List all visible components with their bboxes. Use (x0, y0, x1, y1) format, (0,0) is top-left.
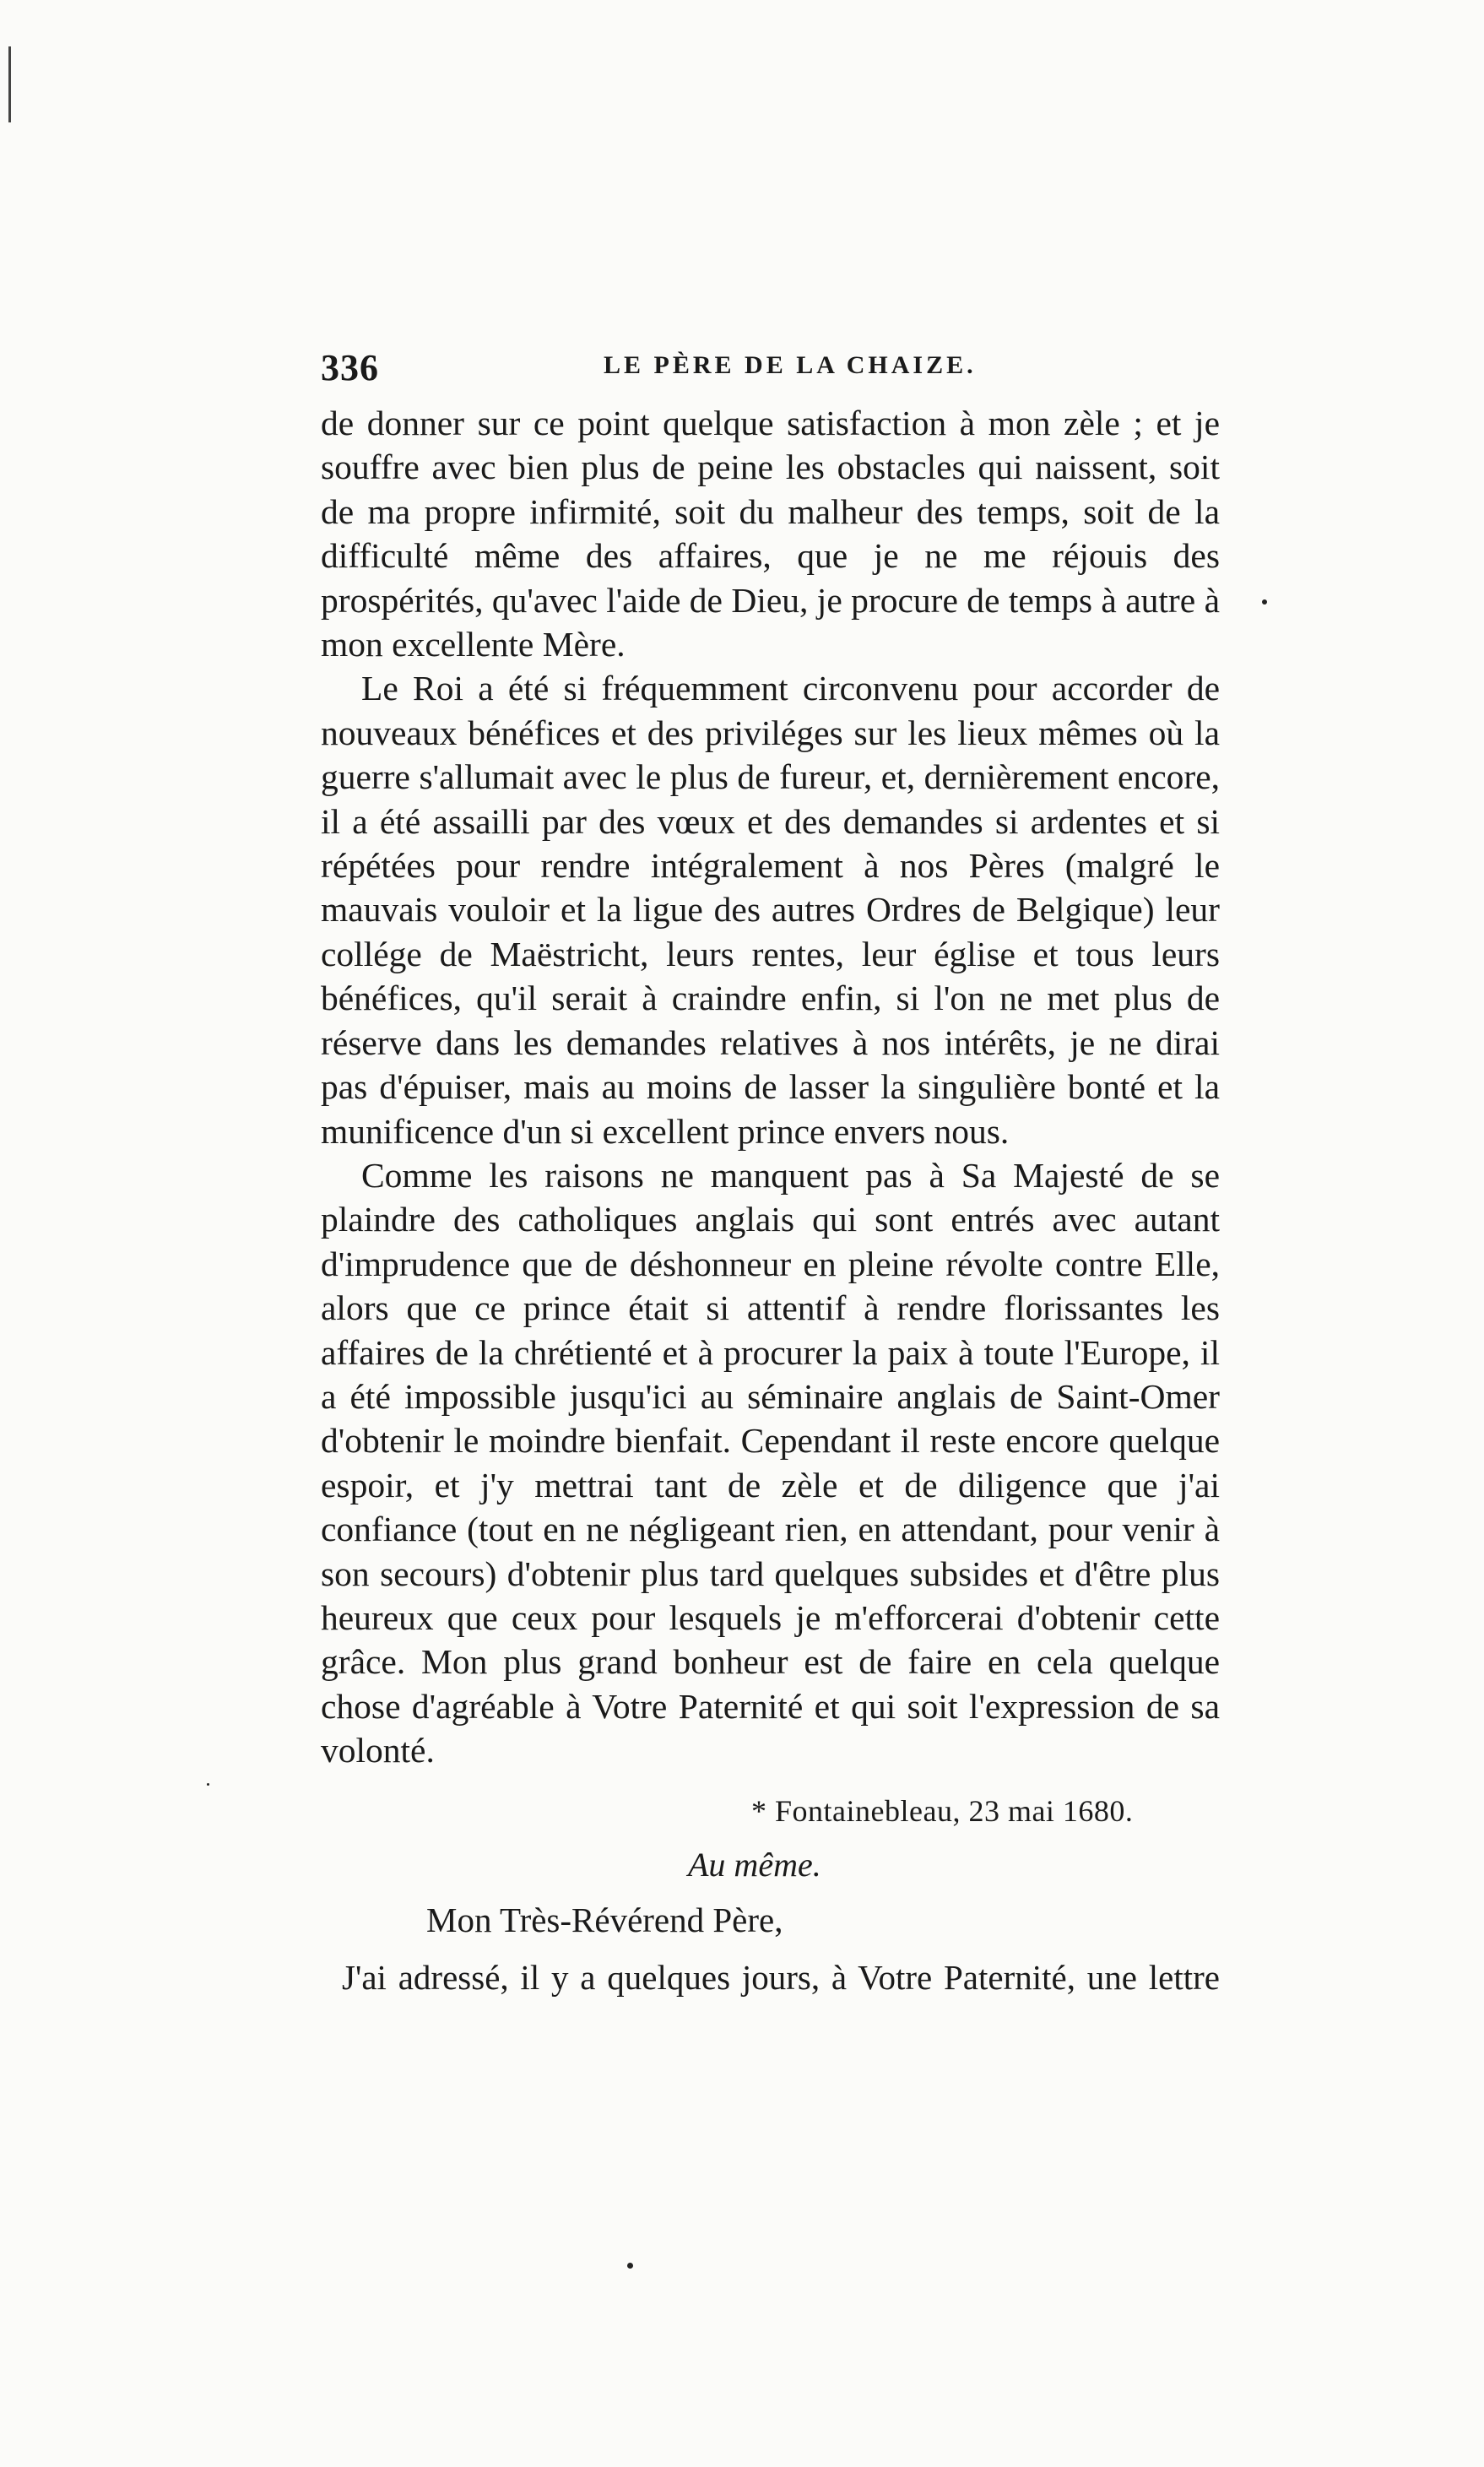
running-head: LE PÈRE DE LA CHAIZE. (604, 351, 977, 379)
scan-edge-mark (8, 46, 11, 122)
page-number: 336 (321, 347, 379, 388)
page-header (321, 346, 1220, 400)
letter-first-line: J'ai adressé, il y a quelques jours, à Votre Paternité, une lettre (342, 1958, 1220, 1997)
ink-speck (1262, 599, 1267, 605)
paragraph: Le Roi a été si fréquemment circonvenu pour accorder de nouveaux bénéfices et des priviléges sur les lieux mêmes où la guerre s'allumait avec le plus de fureur, et, dernièrement encore, il a été assailli par des vœux et des demandes si ardentes et si répétées pour rendre intégralement à nos Pères (malgré le mauvais vouloir et la ligue des autres Ordres de Belgique) leur collége de Maëstricht, leurs rentes, leur église et tous leurs bénéfices, qu'il serait à craindre enfin, si l'on ne met plus de réserve dans les demandes relatives à nos intérêts, je ne dirai pas d'épuiser, mais au moins de lasser la singulière bonté et la munificence d'un si excellent prince envers nous. (321, 669, 1220, 1151)
ink-speck (627, 2263, 633, 2269)
dateline: * Fontainebleau, 23 mai 1680. (751, 1794, 1134, 1828)
paragraph-continued: de donner sur ce point quelque satisfaction à mon zèle ; et je souffre avec bien plus de peine les obstacles qui naissent, soit de ma propre infirmité, soit du malheur des temps, soit de la difficulté même des affaires, que je ne me réjouis des prospérités, qu'avec l'aide de Dieu, je procure de temps à autre à mon excellente Mère. (321, 404, 1220, 664)
paragraph: Comme les raisons ne manquent pas à Sa Majesté de se plaindre des catholiques anglais qui sont entrés avec autant d'imprudence que de déshonneur en pleine révolte contre Elle, alors que ce prince était si attentif à rendre florissantes les affaires de la chrétienté et à procurer la paix à toute l'Europe, il a été impossible jusqu'ici au séminaire anglais de Saint-Omer d'obtenir le moindre bienfait. Cependant il reste encore quelque espoir, et j'y mettrai tant de zèle et de diligence que j'ai confiance (tout en ne négligeant rien, en attendant, pour venir à son secours) d'obtenir plus tard quelques subsides et d'être plus heureux que ceux pour lesquels je m'efforcerai d'obtenir cette grâce. Mon plus grand bonheur est de faire en cela quelque chose d'agréable à Votre Paternité et qui soit l'expression de sa volonté. (321, 1155, 1220, 1770)
letter-subhead: Au même. (688, 1846, 821, 1884)
body-text (321, 401, 1220, 1773)
ink-speck (207, 1783, 209, 1786)
salutation: Mon Très-Révérend Père, (426, 1900, 783, 1939)
